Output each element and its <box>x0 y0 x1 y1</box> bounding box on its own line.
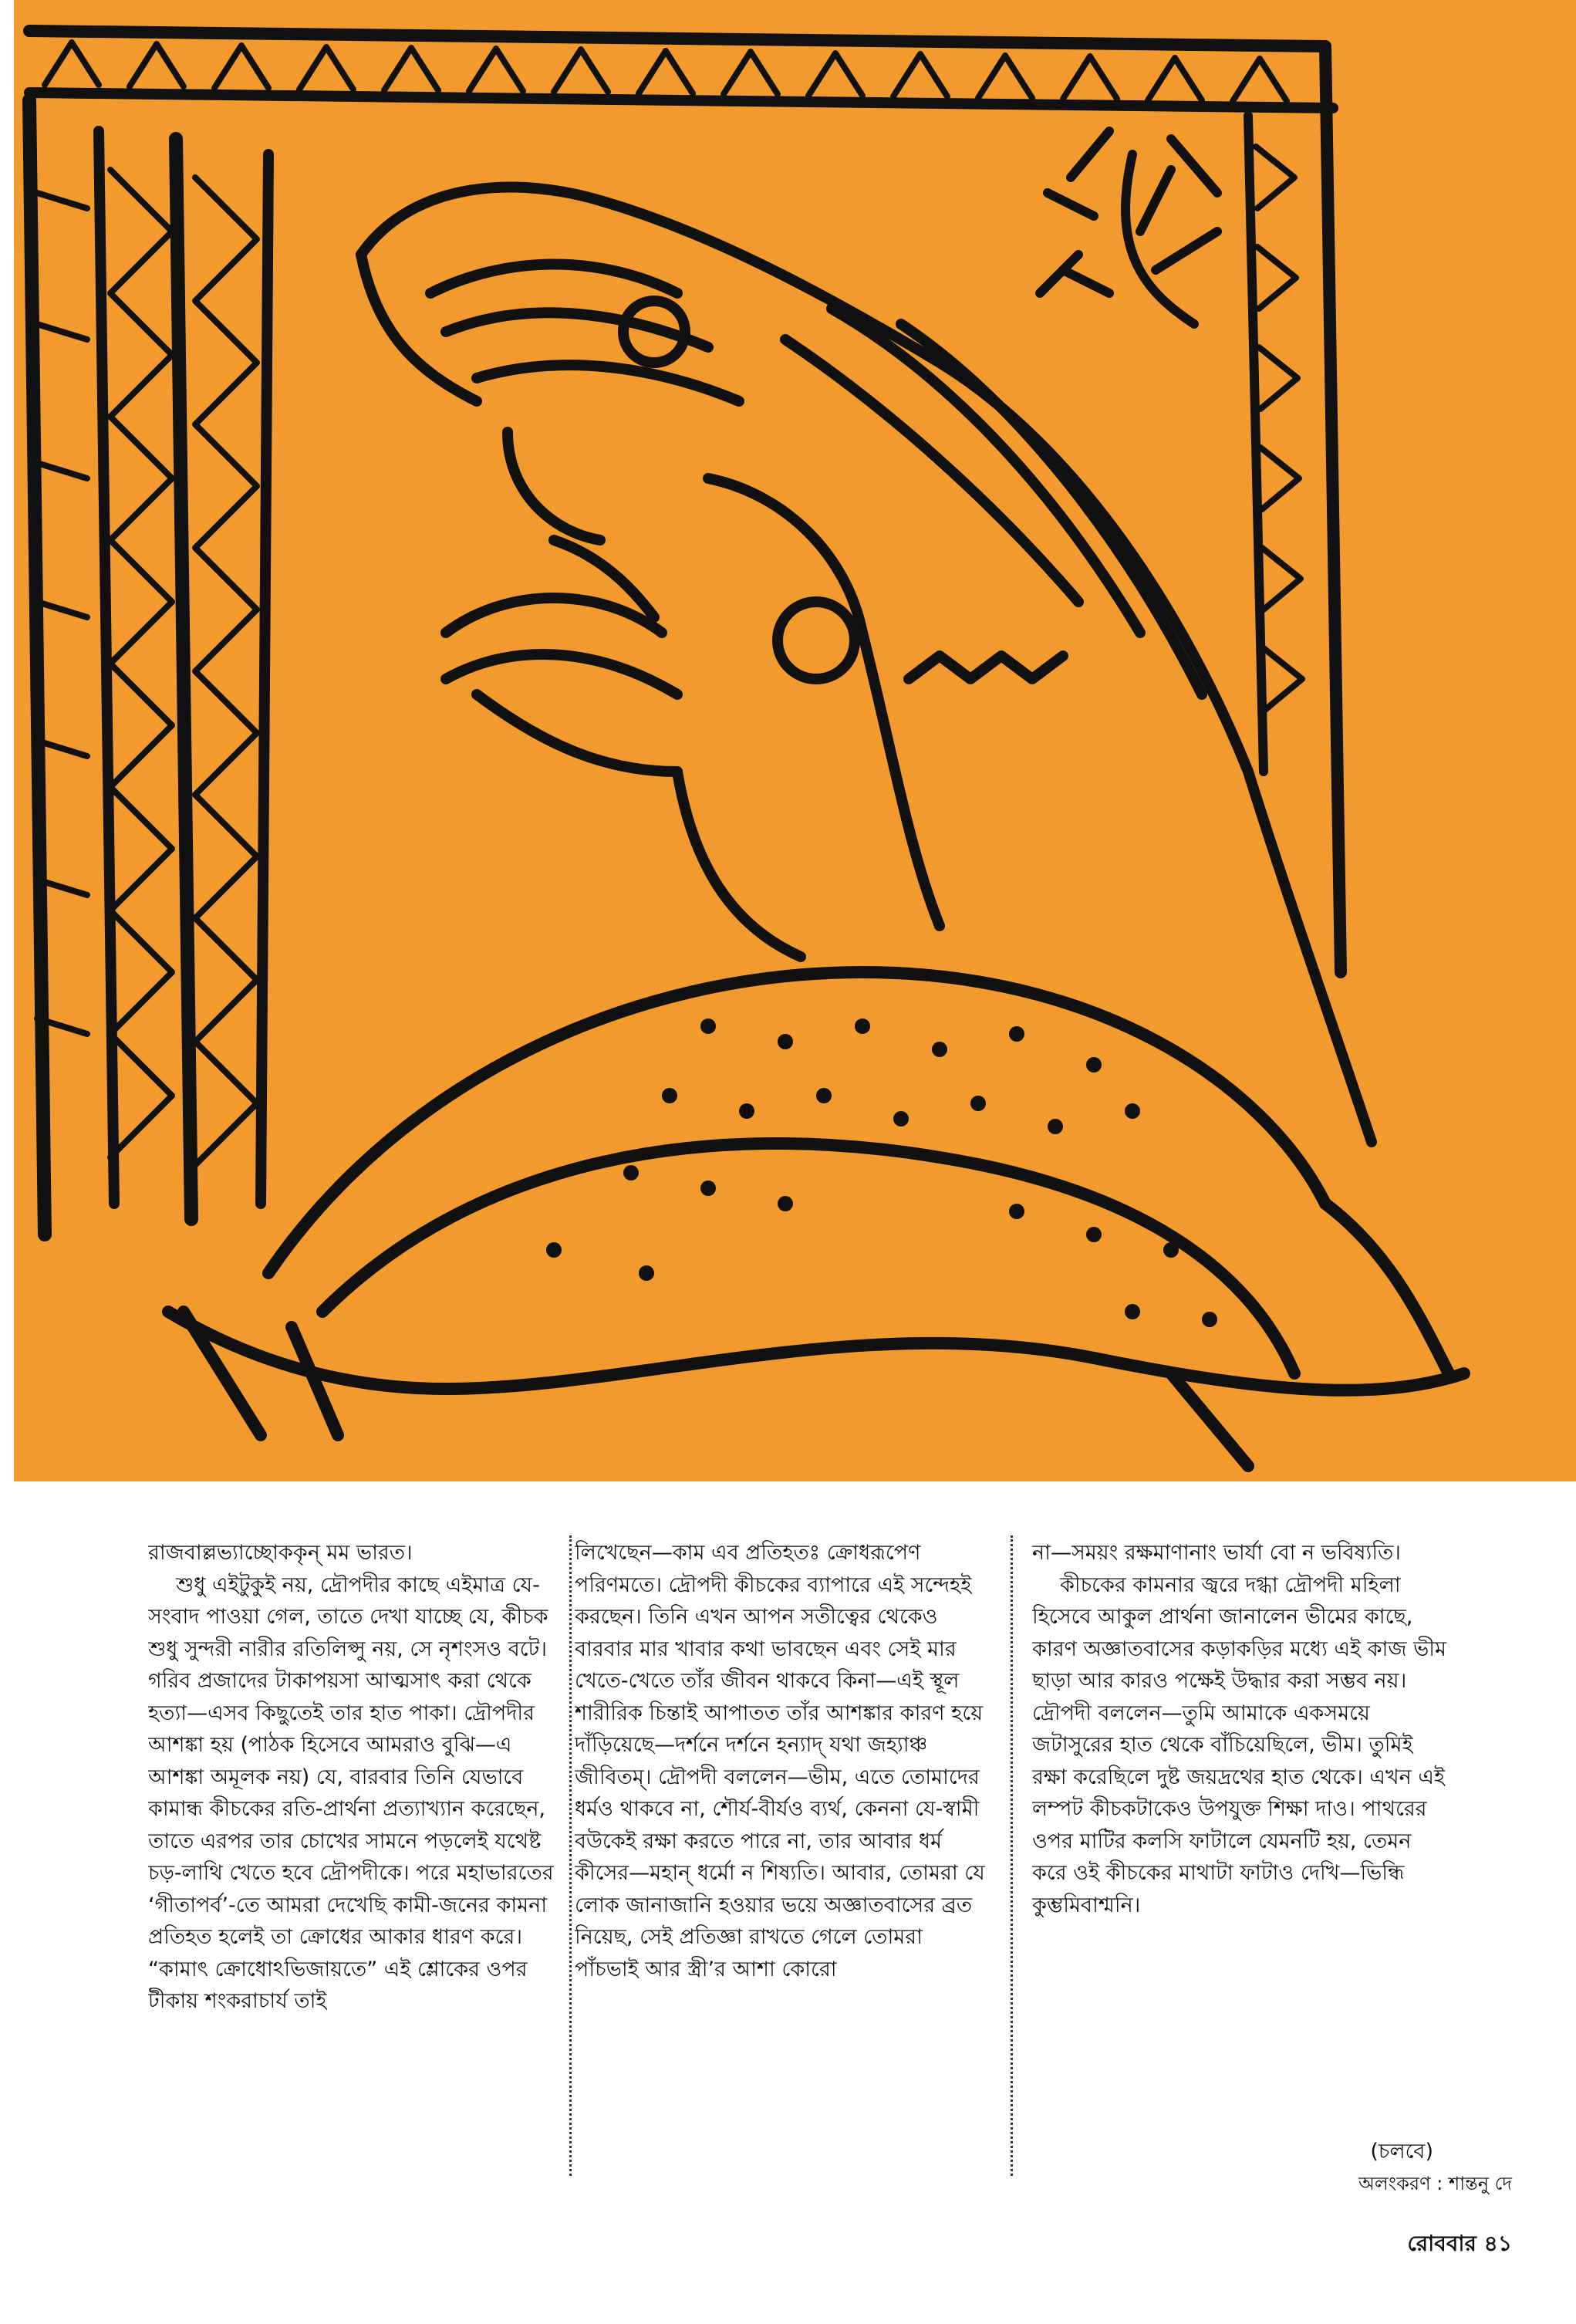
article-column-3 <box>1032 1537 1449 2123</box>
page-footer: রোববার ৪১ <box>1407 2231 1512 2256</box>
paragraph: লিখেছেন—কাম এব প্রতিহতঃ ক্রোধরূপেণ পরিণমতে। দ্রৌপদী কীচকের ব্যাপারে এই সন্দেহই করছেন। তিনি এখন আপন সতীত্বের থেকেও বারবার মার খাবার কথা ভাবছেন এবং সেই মার খেতে-খেতে তাঁর জীবন থাকবে কিনা—এই স্থূল শারীরিক চিন্তাই আপাতত তাঁর আশঙ্কার কারণ হয়ে দাঁড়িয়েছে—দর্শনে দর্শনে হন্যাদ্ যথা জহ্যাঞ্চ জীবিতম্। দ্রৌপদী বললেন—ভীম, এতে তোমাদের ধর্মও থাকবে না, শৌর্য-বীর্যও ব্যর্থ, কেননা যে-স্বামী বউকেই রক্ষা করতে পারে না, তার আবার ধর্ম কীসের—মহান্ ধর্মো ন শিষ্যতি। আবার, তোমরা যে লোক জানাজানি হওয়ার ভয়ে অজ্ঞাতবাসের ব্রত নিয়েছ, সেই প্রতিজ্ঞা রাখতে গেলে তোমরা পাঁচভাই আর স্ত্রী’র আশা কোরো <box>575 1541 985 1981</box>
paragraph: শুধু এইটুকুই নয়, দ্রৌপদীর কাছে এইমাত্র যে-সংবাদ পাওয়া গেল, তাতে দেখা যাচ্ছে যে, কীচক শুধু সুন্দরী নারীর রতিলিপ্সু নয়, সে নৃশংসও বটে। গরিব প্রজাদের টাকাপয়সা আত্মসাৎ করা থেকে হত্যা—এসব কিছুতেই তার হাত পাকা। দ্রৌপদীর আশঙ্কা হয় (পাঠক হিসেবে আমরাও বুঝি—এ আশঙ্কা অমূলক নয়) যে, বারবার তিনি যেভাবে কামান্ধ কীচকের রতি-প্রার্থনা প্রত্যাখ্যান করেছেন, তাতে এরপর তার চোখের সামনে পড়লেই যথেষ্ট চড়-লাথি খেতে হবে দ্রৌপদীকে। পরে মহাভারতের ‘গীতাপর্ব’-তে আমরা দেখেছি কামী-জনের কামনা প্রতিহত হলেই তা ক্রোধের আকার ধারণ করে। “কামাৎ ক্রোধোঽভিজায়তে” এই শ্লোকের ওপর টীকায় শংকরাচার্য তাই <box>148 1572 554 2013</box>
paragraph: না—সময়ং রক্ষমাণানাং ভার্যা বো ন ভবিষ্যতি। <box>1032 1541 1401 1565</box>
illustration-credit: অলংকরণ : শান্তনু দে <box>1358 2173 1512 2194</box>
column-divider <box>1011 1535 1013 2176</box>
article-column-2 <box>575 1537 991 2185</box>
paragraph: কীচকের কামনার জ্বরে দগ্ধা দ্রৌপদী মহিলা হিসেবে আকুল প্রার্থনা জানালেন ভীমের কাছে, কারণ অজ্ঞাতবাসের কড়াকড়ির মধ্যে এই কাজ ভীম ছাড়া আর কারও পক্ষেই উদ্ধার করা সম্ভব নয়। দ্রৌপদী বললেন—তুমি আমাকে একসময়ে জটাসুরের হাত থেকে বাঁচিয়েছিলে, ভীম। তুমিই রক্ষা করেছিলে দুষ্ট জয়দ্রথের হাত থেকে। এখন এই লম্পট কীচকটাকেও উপযুক্ত শিক্ষা দাও। পাথরের ওপর মাটির কলসি ফাটালে যেমনটি হয়, তেমন করে ওই কীচকের মাথাটা ফাটাও দেখি—ভিন্ধি কুম্ভমিবাশ্মনি। <box>1032 1572 1446 1917</box>
draupadi-illustration <box>14 0 1576 1481</box>
paragraph: রাজবাল্লভ্যাচ্ছোককৃন্ মম ভারত। <box>148 1541 413 1565</box>
article-column-1 <box>148 1537 565 2185</box>
to-be-continued-label: (চলবে) <box>1370 2140 1433 2164</box>
column-divider <box>569 1535 572 2176</box>
